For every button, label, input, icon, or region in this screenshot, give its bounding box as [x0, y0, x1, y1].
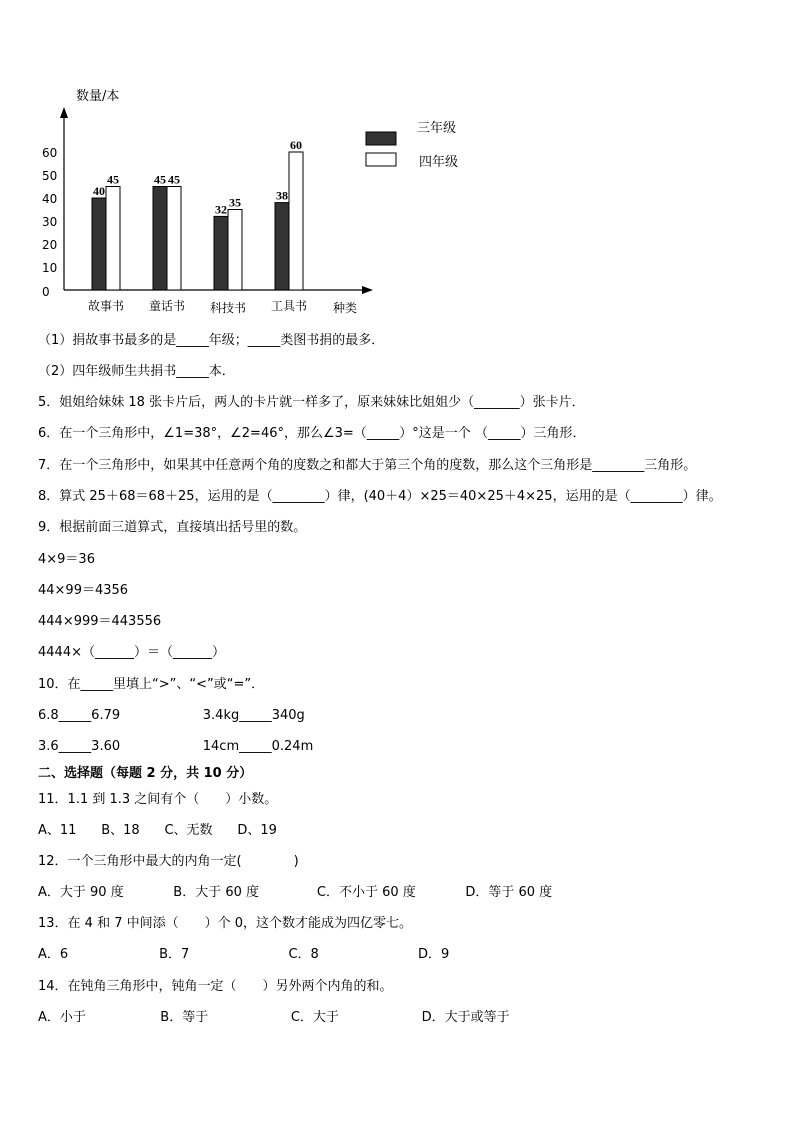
section-heading: 二、选择题（每题 2 分，共 10 分） — [38, 766, 253, 781]
question-line: 4×9＝36 — [38, 552, 95, 567]
legend-swatch-grade3 — [366, 132, 396, 145]
question-line: 6.8_____6.79 3.4kg_____340g — [38, 708, 305, 723]
bar-value-label: 35 — [229, 195, 241, 210]
y-axis-label: 数量/本 — [76, 89, 120, 104]
bar-value-label: 60 — [290, 138, 302, 152]
question-line: 14．在钝角三角形中，钝角一定（ ）另外两个内角的和。 — [38, 979, 393, 994]
question-line: 9．根据前面三道算式，直接填出括号里的数。 — [38, 520, 307, 535]
bar-value-label: 32 — [215, 202, 227, 217]
y-tick-label: 40 — [42, 192, 58, 206]
bar-value-label: 45 — [107, 172, 119, 187]
bar-grade4-1 — [167, 187, 181, 291]
y-tick-label: 30 — [42, 215, 58, 229]
bar-value-label: 40 — [93, 184, 105, 198]
question-line: （1）捐故事书最多的是_____年级；_____类图书捐的最多． — [38, 333, 385, 348]
legend-label-grade4: 四年级 — [419, 155, 459, 170]
bar-value-label: 45 — [168, 172, 180, 187]
question-line: 3.6_____3.60 14cm_____0.24m — [38, 739, 314, 754]
question-line: A．6 B．7 C．8 D．9 — [38, 947, 450, 962]
question-line: A．小于 B．等于 C．大于 D．大于或等于 — [38, 1010, 510, 1025]
legend-swatch-grade4 — [366, 153, 396, 166]
question-line: 8．算式 25＋68＝68＋25，运用的是（________）律，(40＋4）×25＝40×25＋4×25，运用的是（________）律。 — [38, 489, 722, 504]
question-line: 7．在一个三角形中，如果其中任意两个角的度数之和都大于第三个角的度数，那么这个三角形是________三角形。 — [38, 458, 697, 473]
y-tick-label: 10 — [42, 261, 58, 275]
y-tick-label: 60 — [42, 146, 58, 160]
question-line: A．大于 90 度 B．大于 60 度 C．不小于 60 度 D．等于 60 度 — [38, 885, 553, 900]
x-tick-label: 童话书 — [148, 299, 186, 313]
bar-grade4-2 — [228, 210, 242, 291]
bar-grade4-0 — [106, 187, 120, 291]
question-line: 11．1.1 到 1.3 之间有个（ ）小数。 — [38, 792, 278, 807]
y-tick-label: 50 — [42, 169, 58, 183]
x-tick-label: 工具书 — [270, 299, 308, 313]
question-line: 4444×（______）＝（______） — [38, 645, 225, 660]
bar-value-label: 38 — [276, 188, 288, 203]
bar-grade3-1 — [153, 187, 167, 291]
question-line: 444×999＝443556 — [38, 614, 162, 629]
x-tick-label: 科技书 — [209, 301, 247, 315]
bar-grade3-2 — [214, 216, 228, 290]
question-line: 44×99＝4356 — [38, 583, 129, 598]
bar-grade4-3 — [289, 152, 303, 290]
bar-grade3-0 — [92, 198, 106, 290]
bar-chart — [0, 0, 794, 330]
y-tick-label: 0 — [42, 285, 50, 299]
question-line: （2）四年级师生共捐书_____本． — [38, 364, 235, 379]
question-line: 10．在_____里填上“>”、“<”或“=”． — [38, 677, 265, 692]
x-tick-label: 故事书 — [87, 299, 125, 313]
x-axis-label: 种类 — [333, 301, 358, 315]
question-line: 5．姐姐给妹妹 18 张卡片后，两人的卡片就一样多了，原来妹妹比姐姐少（_______）张卡片． — [38, 395, 585, 410]
bar-value-label: 45 — [154, 172, 166, 187]
legend-label-grade3: 三年级 — [417, 121, 457, 136]
y-axis-arrow — [60, 107, 68, 118]
bar-grade3-3 — [275, 203, 289, 290]
question-line: 12．一个三角形中最大的内角一定( ) — [38, 854, 299, 869]
y-tick-label: 20 — [42, 238, 58, 252]
question-line: 6．在一个三角形中，∠1=38°，∠2=46°，那么∠3=（_____）°这是一个 （_____）三角形． — [38, 426, 586, 441]
question-line: A、11 B、18 C、无数 D、19 — [38, 823, 277, 838]
question-line: 13．在 4 和 7 中间添（ ）个 0，这个数才能成为四亿零七。 — [38, 916, 413, 931]
x-axis-arrow — [362, 286, 373, 294]
